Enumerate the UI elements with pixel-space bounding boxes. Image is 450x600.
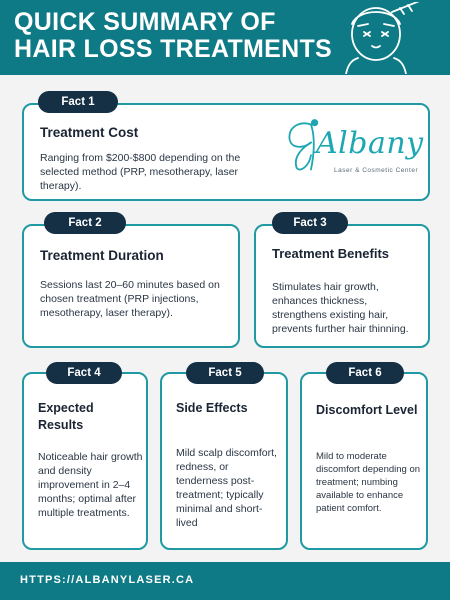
fact-3-body: Stimulates hair growth, enhances thickness, strengthens existing hair, prevents further hair thinning. bbox=[272, 281, 409, 335]
fact-4-body: Noticeable hair growth and density improvement in 2–4 months; optimal after multiple treatments. bbox=[38, 451, 143, 519]
fact-1-label: Fact 1 bbox=[38, 91, 118, 113]
title-line-2: HAIR LOSS TREATMENTS bbox=[14, 35, 333, 63]
fact-6-label: Fact 6 bbox=[326, 362, 404, 384]
fact-2-body: Sessions last 20–60 minutes based on chosen treatment (PRP injections, mesotherapy, laser therapy). bbox=[40, 279, 220, 319]
fact-3-label: Fact 3 bbox=[272, 212, 348, 234]
logo-wordmark: Albany bbox=[316, 126, 424, 161]
fact-5-label: Fact 5 bbox=[186, 362, 264, 384]
fact-card-5 bbox=[160, 372, 288, 550]
fact-card-4 bbox=[22, 372, 148, 550]
website-link[interactable]: HTTPS://ALBANYLASER.CA bbox=[20, 574, 195, 586]
fact-card-2 bbox=[22, 224, 240, 348]
fact-4-label: Fact 4 bbox=[46, 362, 122, 384]
fact-5-title: Side Effects bbox=[176, 401, 248, 415]
fact-3-title: Treatment Benefits bbox=[272, 246, 390, 261]
fact-1-title: Treatment Cost bbox=[40, 125, 139, 140]
fact-1-body: Ranging from $200-$800 depending on the selected method (PRP, mesotherapy, laser therapy). bbox=[40, 152, 241, 192]
fact-6-title: Discomfort Level bbox=[316, 403, 418, 417]
face-treatment-icon bbox=[318, 2, 444, 74]
fact-card-3 bbox=[254, 224, 430, 348]
fact-2-title: Treatment Duration bbox=[40, 248, 164, 263]
header-banner bbox=[0, 0, 450, 75]
logo-tagline: Laser & Cosmetic Center bbox=[334, 167, 419, 174]
fact-5-body: Mild scalp discomfort, redness, or tenderness post-treatment; typically minimal and short-lived bbox=[176, 447, 277, 529]
page-title bbox=[14, 9, 332, 63]
fact-2-label: Fact 2 bbox=[44, 212, 126, 234]
title-line-1: QUICK SUMMARY OF bbox=[14, 8, 276, 36]
fact-6-body: Mild to moderate discomfort depending on treatment; numbing available to enhance patient comfort. bbox=[316, 451, 421, 514]
fact-4-title: Expected Results bbox=[38, 401, 94, 432]
fact-card-6 bbox=[300, 372, 428, 550]
footer-banner bbox=[0, 562, 450, 600]
albany-logo bbox=[284, 112, 428, 192]
